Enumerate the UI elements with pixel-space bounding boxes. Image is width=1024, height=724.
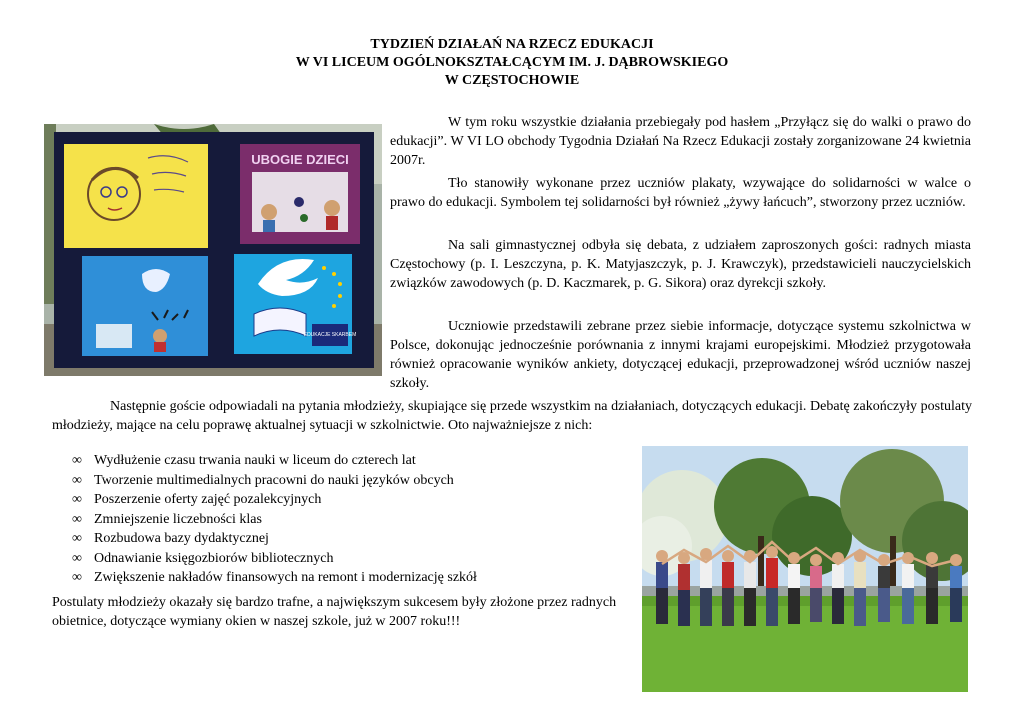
title-line-2: W VI LICEUM OGÓLNOKSZTAŁCĄCYM IM. J. DĄBROWSKIEGO: [295, 55, 729, 70]
yellow-poster: [64, 144, 208, 248]
list-item: ∞ Odnawianie księgozbiorów bibliotecznych: [72, 549, 477, 569]
infinity-bullet-icon: ∞: [72, 511, 82, 527]
infinity-bullet-icon: ∞: [72, 472, 82, 488]
paragraph-5: Następnie goście odpowiadali na pytania młodzieży, skupiające się przede wszystkim na działaniach, dotyczących edukacji. Debatę zakończyły postulaty młodzieży, mające na celu poprawę aktualnej sytuacji w szkolnictwie. Oto najważniejsze z nich:: [52, 399, 972, 433]
list-item: ∞ Rozbudowa bazy dydaktycznej: [72, 529, 477, 549]
infinity-bullet-icon: ∞: [72, 492, 82, 507]
paragraph-2: Tło stanowiły wykonane przez uczniów plakaty, wzywające do solidarności w walce o prawo do edukacji. Symbolem tej solidarności był również „żywy łańcuch”, stworzony przez uczniów.: [390, 176, 971, 210]
paragraph-6: Postulaty młodzieży okazały się bardzo trafne, a największym sukcesem były złożone przez radnych obietnice, dotyczące wymiany okien w naszej szkole, już w 2007 roku!!!: [52, 595, 617, 629]
list-item: ∞ Wydłużenie czasu trwania nauki w liceum do czterech lat: [72, 451, 477, 471]
poster-board-photo: [44, 124, 382, 376]
infinity-bullet-icon: ∞: [72, 531, 82, 546]
poster-title-text: UBOGIE DZIECI: [251, 152, 349, 167]
paragraph-1: W tym roku wszystkie działania przebiegały pod hasłem „Przyłącz się do walki o prawo do edukacji”. W VI LO obchody Tygodnia Działań Na Rzecz Edukacji zostały zorganizowane 24 kwietnia 2007r.: [390, 115, 971, 168]
infinity-bullet-icon: ∞: [72, 550, 82, 566]
postulates-list: [72, 451, 477, 588]
paragraph-3: Na sali gimnastycznej odbyła się debata, z udziałem zaproszonych gości: radnych miasta Częstochowy (p. I. Leszczyna, p. K. Matyjaszczyk, p. J. Krawczyk), przedstawicieli nauczycielskich związków zawodowych (p. D. Kaczmarek, p. G. Sikora) oraz dyrekcji szkoły.: [390, 238, 971, 291]
title-line-3: W CZĘSTOCHOWIE: [444, 73, 580, 88]
poster-caption-text: EDUKACJE SKARBEM: [303, 332, 357, 338]
living-chain-photo: [642, 446, 968, 692]
list-item: ∞ Zmniejszenie liczebności klas: [72, 510, 477, 530]
poster-board-illustration: [44, 124, 382, 376]
infinity-bullet-icon: ∞: [72, 570, 82, 585]
list-item: ∞ Poszerzenie oferty zajęć pozalekcyjnych: [72, 490, 477, 510]
living-chain-illustration: [642, 446, 968, 692]
paragraph-4: Uczniowie przedstawili zebrane przez siebie informacje, dotyczące systemu szkolnictwa w Polsce, dokonując jednocześnie porównania z innymi krajami europejskimi. Młodzież przygotowała również opracowanie wyników ankiety, dotyczącej edukacji, przeprowadzonej wśród uczniów naszej szkoły.: [390, 319, 971, 391]
list-item: ∞ Tworzenie multimedialnych pracowni do nauki języków obcych: [72, 471, 477, 491]
infinity-bullet-icon: ∞: [72, 453, 82, 468]
title-line-1: TYDZIEŃ DZIAŁAŃ NA RZECZ EDUKACJI: [370, 37, 654, 52]
list-item: ∞ Zwiększenie nakładów finansowych na remont i modernizację szkół: [72, 568, 477, 588]
